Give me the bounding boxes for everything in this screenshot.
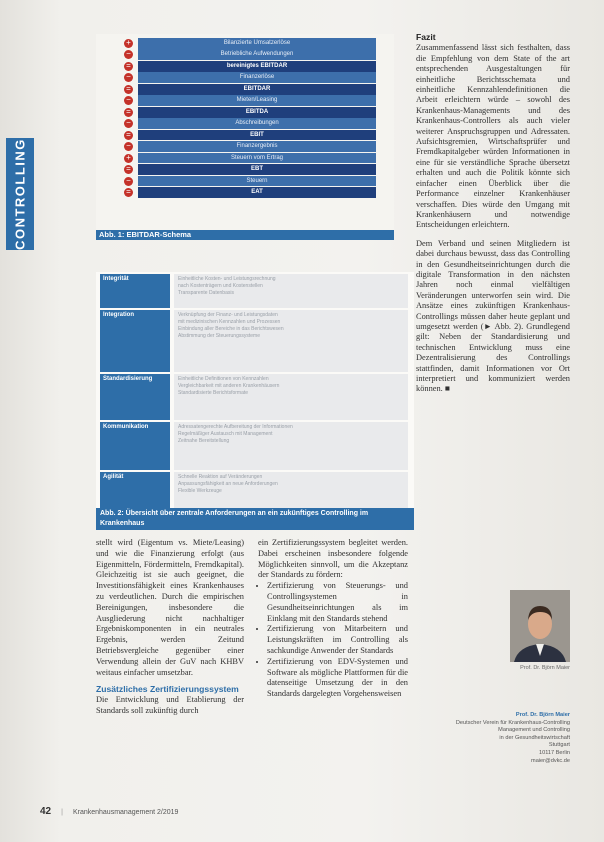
requirement-line: Transparente Datenbasis [178, 290, 234, 296]
chain-row [124, 176, 376, 187]
section-heading: Zusätzliches Zertifizierungssystem [96, 684, 239, 695]
chain-marker: + [124, 154, 133, 163]
left-column-text [96, 538, 244, 678]
author-line: Management und Controlling [498, 727, 570, 734]
chain-label: EAT [138, 187, 376, 198]
chain-label: EBT [138, 164, 376, 175]
requirement-row [96, 310, 414, 372]
requirement-line: Anpassungsfähigkeit an neue Anforderungen [178, 481, 278, 487]
requirement-line: mit medizinischen Kennzahlen und Prozessen [178, 319, 281, 325]
chain-marker: = [124, 188, 133, 197]
requirement-name: Kommunikation [100, 422, 170, 470]
author-info [420, 712, 570, 765]
author-line: maier@dvkc.de [531, 757, 570, 764]
chain-row [124, 153, 376, 164]
author-line: Stuttgart [548, 742, 570, 749]
chain-marker: − [124, 73, 133, 82]
requirement-line: Zeitnahe Bereitstellung [178, 438, 230, 444]
requirement-line: Einheitliche Definitionen von Kennzahlen [178, 376, 269, 382]
chain-row [124, 61, 376, 72]
chain-marker: − [124, 50, 133, 59]
chain-marker: − [124, 119, 133, 128]
chain-label: EBIT [138, 130, 376, 141]
chain-row [124, 95, 376, 106]
certification-item: • Zertifizierung von Steuerungs- und Controllingsystemen in Gesundheitseinrichtungen als im Einklang mit den Standards stehend [267, 581, 408, 624]
chain-label: Abschreibungen [138, 118, 376, 129]
author-line: 10117 Berlin [539, 749, 570, 756]
requirement-details [174, 274, 408, 308]
chain-marker: = [124, 62, 133, 71]
requirement-line: Abstimmung der Steuerungssysteme [178, 333, 260, 339]
chain-marker: = [124, 108, 133, 117]
fazit-paragraph-2: Dem Verband und seinen Mitgliedern ist dabei durchaus bewusst, dass das Controlling in den Gesundheitseinrichtungen durch die digitale Transformation in den nächsten Jahren noch einmal vielfältigen Veränderungen unterworfen sein wird. Die Ansätze eines zukünftigen Krankenhaus-Controllings müssen daher heute geplant und umgesetzt werden (► Abb. 2). Grundlegend gilt: Neben der Standardisierung und technischen Entwicklung muss eine Dezentralisierung des Controllings stattfinden, damit Informationen vor Ort interpretiert und kommuniziert werden können. ■ [416, 238, 570, 394]
middle-column [258, 538, 408, 700]
author-line: Deutscher Verein für Krankenhaus-Controlling [455, 719, 570, 726]
photo-caption: Prof. Dr. Björn Maier [520, 665, 570, 671]
requirement-row [96, 472, 414, 512]
chain-marker: − [124, 142, 133, 151]
chain-label: Finanzerlöse [138, 72, 376, 83]
section-tab [6, 138, 34, 250]
middle-column-text [258, 538, 408, 581]
chain-label: Steuern [138, 176, 376, 187]
requirement-line: Adressatengerechte Aufbereitung der Informationen [178, 424, 293, 430]
chain-marker: + [124, 39, 133, 48]
chain-label: EBITDA [138, 107, 376, 118]
left-column [96, 538, 244, 717]
requirement-line: nach Kostenträgern und Kostenstellen [178, 283, 263, 289]
chain-row [124, 107, 376, 118]
chain-marker: = [124, 165, 133, 174]
requirement-details [174, 310, 408, 372]
chain-row [124, 118, 376, 129]
fazit-paragraph-1: Zusammenfassend lässt sich festhalten, dass die Empfehlung von dem State of the art entsprechenden Ausgestaltungen für einheitliche Berichtsschemata und einheitliche Kennzahlendefinitionen die Arbeit erleichtern würde – sowohl des Krankenhaus-Managements und des Krankenhaus-Controllers als auch vieler weiterer Anspruchsgruppen und Adressaten. Aufsichtsgremien, Wirtschaftsprüfer und Fremdkapitalgeber würden Informationen in eine für sie verständliche Sprache übersetzt erhalten und auch die Politik könnte sich einfacher einen Überblick über die Performance einzelner Krankenhäuser verschaffen. Dies würde den Umgang mit Krankenhäusern und notwendige Entscheidungen erleichtern. [416, 43, 570, 230]
section-tab-label: CONTROLLING [12, 138, 28, 250]
certification-list [258, 581, 408, 700]
requirement-line: Einbindung aller Bereiche in das Berichtswesen [178, 326, 284, 332]
right-column [416, 32, 570, 395]
chain-label: Mieten/Leasing [138, 95, 376, 106]
left-column-text-2 [96, 695, 244, 717]
requirement-line: Flexible Werkzeuge [178, 488, 222, 494]
page-footer: 42 | Krankenhausmanagement 2/2019 [40, 806, 179, 817]
author-line: in der Gesundheitswirtschaft [499, 734, 570, 741]
requirement-line: Regelmäßiger Austausch mit Management [178, 431, 273, 437]
certification-item: • Zertifizierung von EDV-Systemen und Software als mögliche Plattformen für die datenseitige Umsetzung der in den Standards dargelegten Vorgehensweisen [267, 657, 408, 700]
requirement-details [174, 374, 408, 420]
chain-marker: − [124, 177, 133, 186]
figure-requirements-table [96, 272, 414, 508]
chain-marker: = [124, 85, 133, 94]
chain-label: Steuern vom Ertrag [138, 153, 376, 164]
requirement-row [96, 374, 414, 420]
requirement-line: Schnelle Reaktion auf Veränderungen [178, 474, 263, 480]
requirement-name: Standardisierung [100, 374, 170, 420]
left-paragraph-2: Die Entwicklung und Etablierung der Standards soll zukünftig durch [96, 695, 244, 716]
chain-label: Betriebliche Aufwendungen [138, 49, 376, 60]
requirement-line: Vergleichbarkeit mit anderen Krankenhäusern [178, 383, 280, 389]
chain-label: Bilanzierte Umsatzerlöse [138, 38, 376, 49]
chain-row [124, 141, 376, 152]
ebitdar-chain [124, 38, 376, 199]
middle-paragraph: ein Zertifizierungssystem begleitet werden. Dabei erscheinen insbesondere folgende Möglichkeiten sinnvoll, um die Akzeptanz der Standards zu fördern: [258, 538, 408, 580]
left-paragraph: stellt wird (Eigentum vs. Miete/Leasing) und wie die Finanzierung erfolgt (aus Eigenmitteln, Fördermitteln, Fremdkapital). Gleichzeitig ist sie auch geeignet, die Investitionsfähigkeit eines Krankenhauses zu verdeutlichen. Durch die empirischen Bereinigungen, insbesondere die Ausgliederung nicht nachhaltiger Ergebniskomponenten in ein neutrales Ergebnis, werden Zeitund Betriebsvergleiche gegenüber einer Verwendung allein der GuV nach KHBV weitaus einfacher umsetzbar. [96, 538, 244, 677]
requirement-name: Agilität [100, 472, 170, 512]
chain-marker: = [124, 131, 133, 140]
chain-row [124, 130, 376, 141]
figure1-caption: Abb. 1: EBITDAR-Schema [96, 230, 394, 240]
requirement-name: Integration [100, 310, 170, 372]
requirement-name: Integrität [100, 274, 170, 308]
chain-row [124, 38, 376, 49]
chain-label: bereinigtes EBITDAR [138, 61, 376, 72]
fazit-heading: Fazit [416, 32, 436, 42]
chain-row [124, 187, 376, 198]
certification-item: • Zertifizierung von Mitarbeitern und Leistungskräften im Controlling als sachkundige Anwender der Standards [267, 624, 408, 656]
requirement-line: Standardisierte Berichtsformate [178, 390, 249, 396]
requirement-row [96, 274, 414, 308]
requirement-line: Verknüpfung der Finanz- und Leistungsdaten [178, 312, 278, 318]
chain-label: EBITDAR [138, 84, 376, 95]
page-number: 42 [40, 806, 52, 817]
requirement-row [96, 422, 414, 470]
requirement-details [174, 422, 408, 470]
figure2-caption: Abb. 2: Übersicht über zentrale Anforderungen an ein zukünftiges Controlling im Krankenhaus [96, 508, 414, 530]
chain-row [124, 72, 376, 83]
figure-ebitdar-schema [96, 34, 394, 230]
requirement-line: Einheitliche Kosten- und Leistungsrechnung [178, 276, 276, 282]
requirement-details [174, 472, 408, 512]
chain-row [124, 164, 376, 175]
chain-label: Finanzergebnis [138, 141, 376, 152]
author-photo [510, 590, 570, 662]
journal-name: Krankenhausmanagement 2/2019 [72, 809, 179, 816]
chain-marker: − [124, 96, 133, 105]
author-name: Prof. Dr. Björn Maier [515, 712, 570, 718]
chain-row [124, 49, 376, 60]
chain-row [124, 84, 376, 95]
